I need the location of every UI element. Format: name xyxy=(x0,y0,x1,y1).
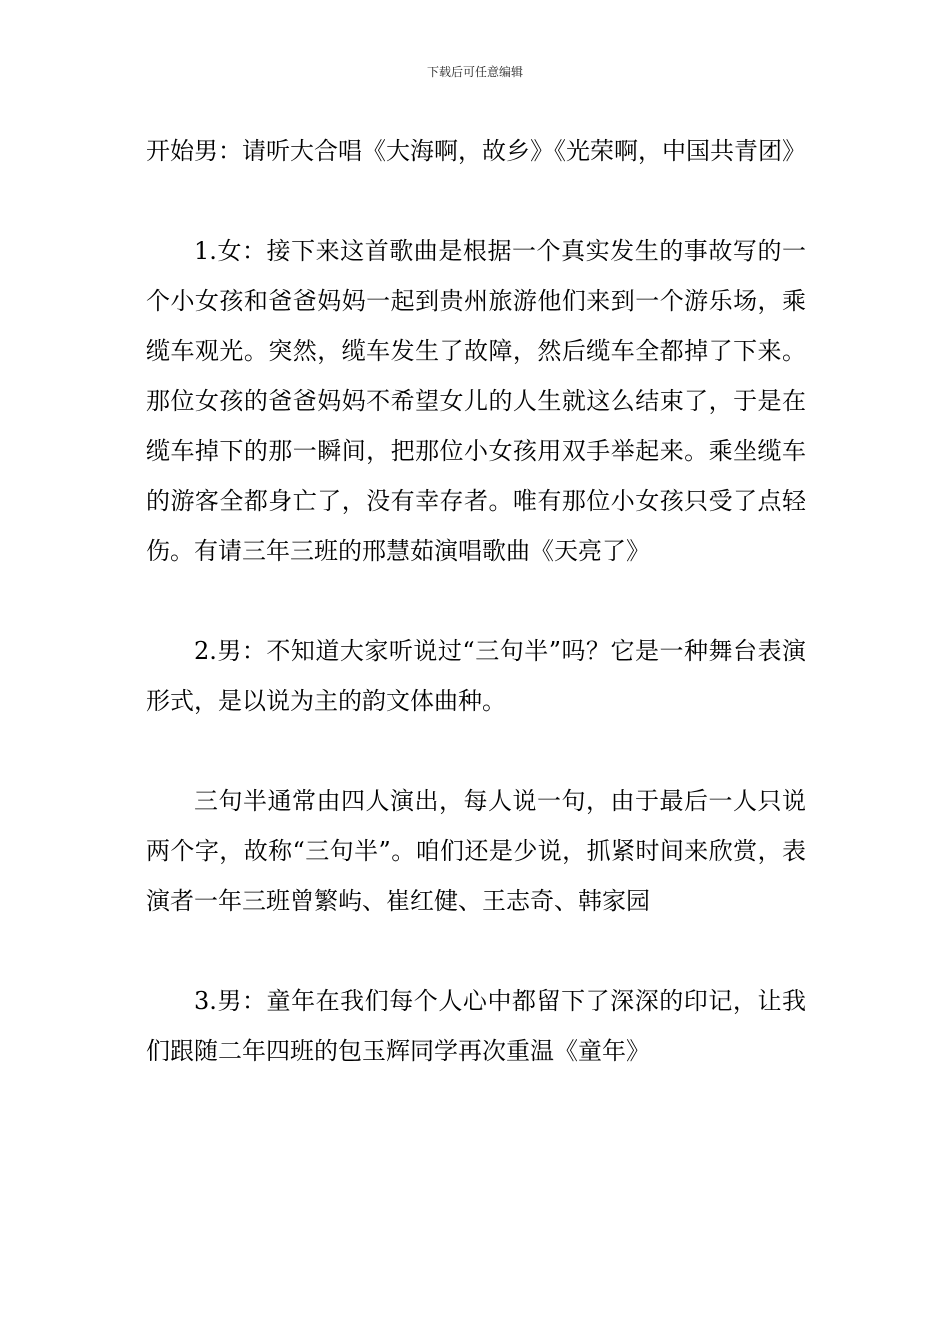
page-header: 下载后可任意编辑 xyxy=(426,65,523,79)
paragraph-item-2-continued: 三句半通常由四人演出，每人说一句，由于最后一人只说两个字，故称“三句半”。咱们还是少说，抓紧时间来欣赏，表演者一年三班曾繁屿、崔红健、王志奇、韩家园 xyxy=(146,787,806,915)
paragraph-item-1: 1.女：接下来这首歌曲是根据一个真实发生的事故写的一个小女孩和爸爸妈妈一起到贵州旅游他们来到一个游乐场，乘缆车观光。突然，缆车发生了故障，然后缆车全都掉了下来。那位女孩的爸爸妈妈不希望女儿的人生就这么结束了，于是在缆车掉下的那一瞬间，把那位小女孩用双手举起来。乘坐缆车的游客全都身亡了，没有幸存者。唯有那位小女孩只受了点轻伤。有请三年三班的邢慧茹演唱歌曲《天亮了》 xyxy=(146,237,806,565)
paragraph-item-3: 3.男：童年在我们每个人心中都留下了深深的印记，让我们跟随二年四班的包玉辉同学再次重温《童年》 xyxy=(146,987,806,1065)
document-body xyxy=(146,126,806,1076)
paragraph-item-2: 2.男：不知道大家听说过“三句半”吗？它是一种舞台表演形式，是以说为主的韵文体曲种。 xyxy=(146,637,806,715)
paragraph-opening: 开始男：请听大合唱《大海啊，故乡》《光荣啊，中国共青团》 xyxy=(146,137,806,165)
